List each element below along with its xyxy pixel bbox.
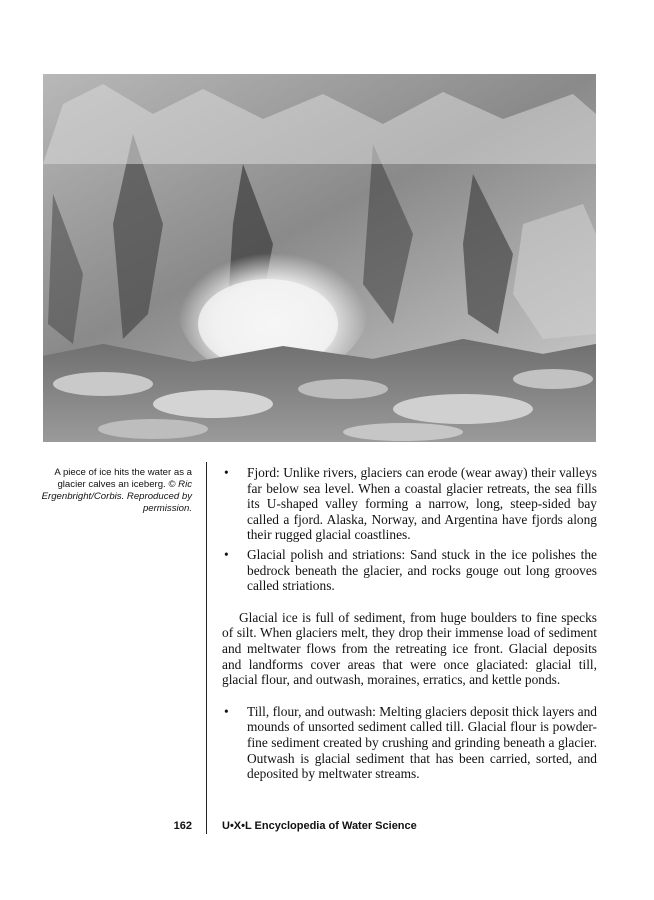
bullet-list-bottom [222, 704, 597, 782]
bullet-icon: • [224, 546, 229, 562]
caption-permission: Reproduced by permission. [126, 491, 192, 514]
page-number: 162 [173, 820, 192, 832]
main-text [222, 465, 597, 786]
body-paragraph: Glacial ice is full of sediment, from huge boulders to fine specks of silt. When glaciers melt, they drop their immense load of sediment and meltwater flows from the retreating ice front. Glacial deposits and landforms cover areas that were once glaciated: glacial till, glacial flour, and outwash, moraines, erratics, and kettle ponds. [222, 609, 597, 688]
caption-text: A piece of ice hits the water as a glacier calves an iceberg. [54, 467, 192, 490]
glacier-photo [43, 74, 596, 442]
bullet-list-top [222, 465, 597, 594]
list-item-text: Till, flour, and outwash: Melting glaciers deposit thick layers and mounds of unsorted sediment called till. Glacial flour is powder-fine sediment created by crushing and grinding beneath a glacier. Outwash is glacial sediment that has been carried, sorted, and deposited by meltwater streams. [247, 703, 597, 782]
book-title: U•X•L Encyclopedia of Water Science [222, 820, 417, 832]
glacier-calving-image [43, 74, 596, 442]
footer-divider [206, 820, 207, 834]
list-item [222, 547, 597, 594]
list-item-text: Glacial polish and striations: Sand stuck in the ice polishes the bedrock beneath the glacier, and rocks gouge out long grooves called striations. [247, 546, 597, 594]
vertical-divider [206, 462, 207, 832]
list-item-text: Fjord: Unlike rivers, glaciers can erode (wear away) their valleys far below sea level. When a coastal glacier retreats, the sea fills its U-shaped valley forming a narrow, long, steep-sided bay called a fjord. Alaska, Norway, and Argentina have fjords along their rugged glacial coastlines. [247, 465, 597, 543]
bullet-icon: • [224, 703, 229, 719]
photo-caption [40, 467, 192, 515]
bullet-icon: • [224, 465, 229, 480]
list-item [222, 704, 597, 782]
caption-credit: © Ric Ergenbright/Corbis. [41, 479, 192, 502]
list-item [222, 465, 597, 543]
